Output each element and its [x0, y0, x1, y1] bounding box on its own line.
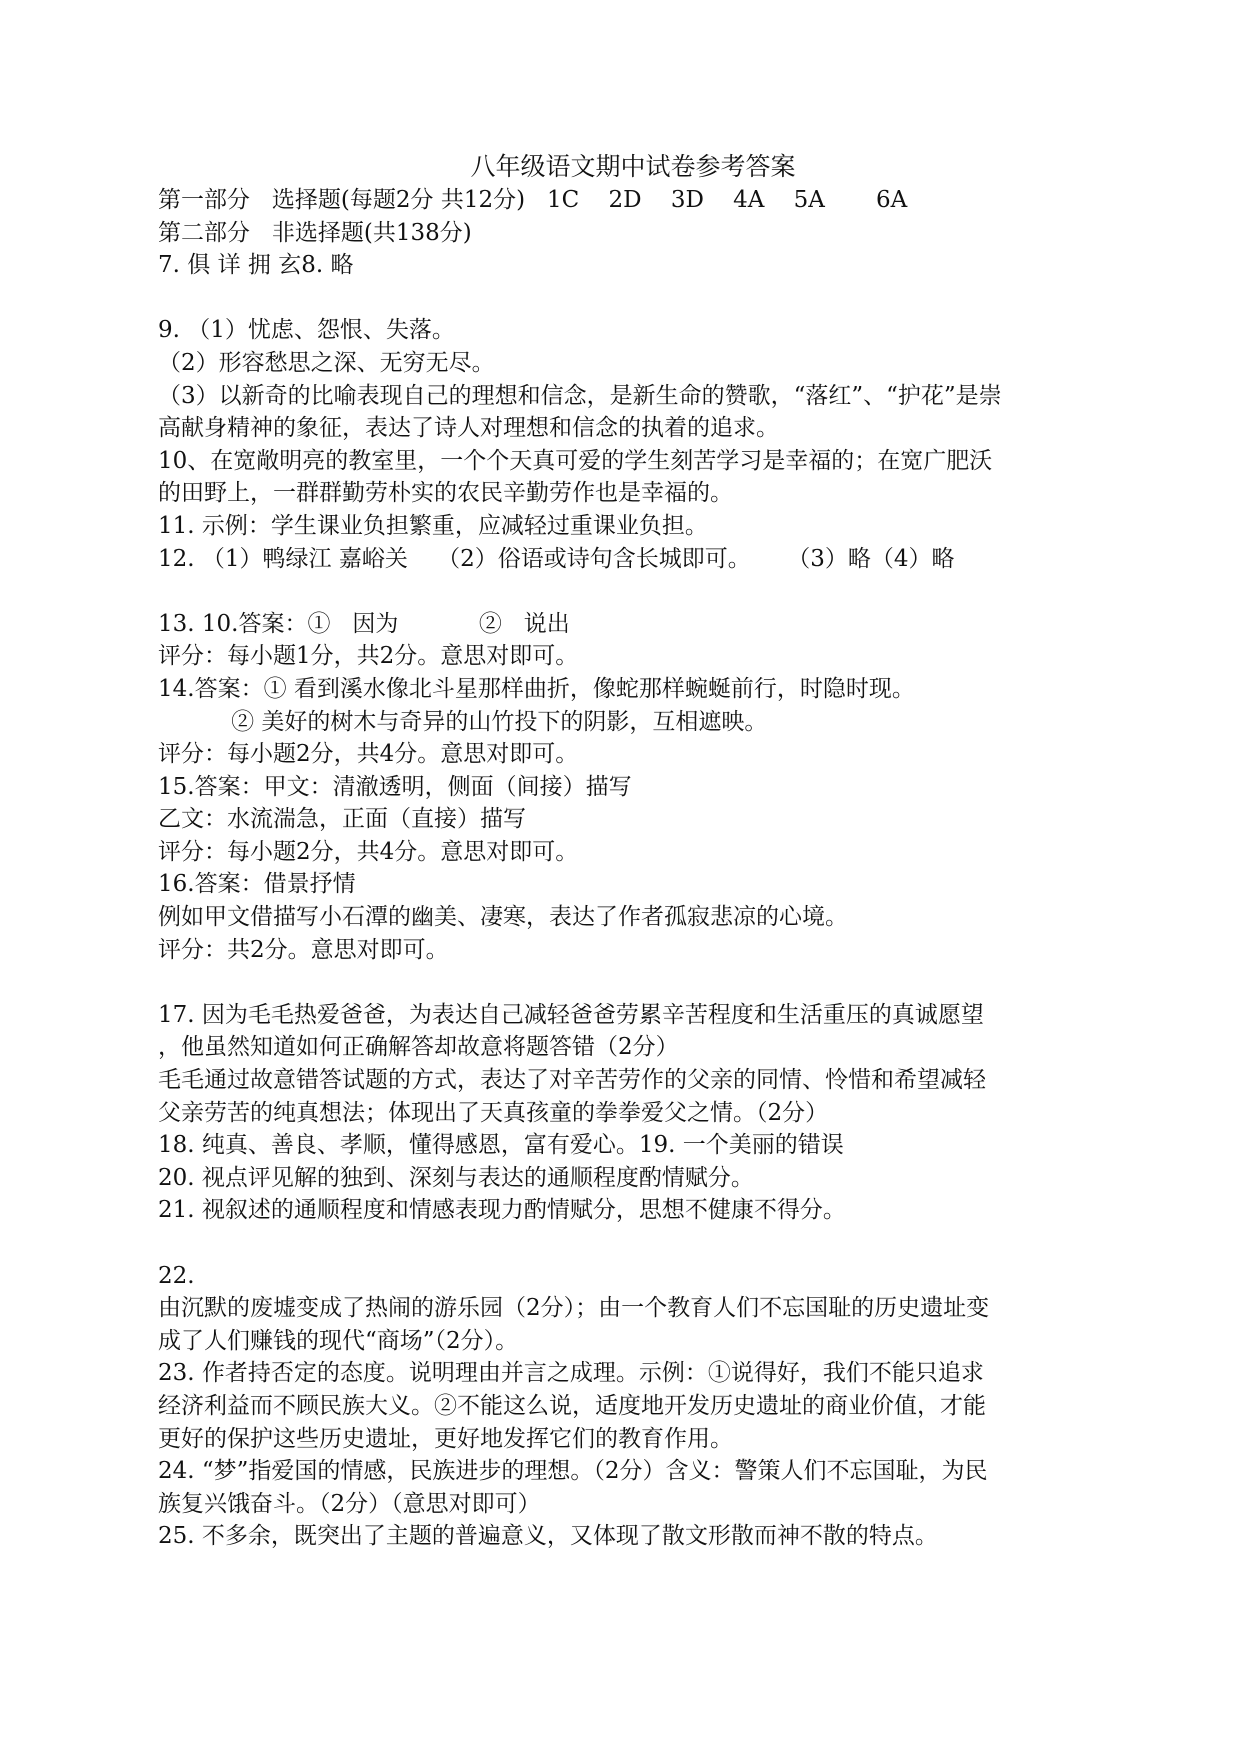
answer-line: 11. 示例：学生课业负担繁重，应减轻过重课业负担。: [158, 512, 708, 539]
answer-line: 评分：每小题2分，共4分。意思对即可。: [158, 741, 579, 768]
blank-line: [158, 1227, 1098, 1260]
answer-line: 12. （1）鸭绿江 嘉峪关 （2）俗语或诗句含长城即可。 （3）略（4）略: [158, 545, 955, 572]
answer-line: 的田野上，一群群勤劳朴实的农民辛勤劳作也是幸福的。: [158, 480, 733, 507]
answer-line: 7. 俱 详 拥 玄8. 略: [158, 252, 354, 279]
answer-line: 乙文：水流湍急，正面（直接）描写: [158, 806, 526, 833]
answer-line: 9. （1）忧虑、怨恨、失落。: [158, 317, 455, 344]
answer-line: 评分：共2分。意思对即可。: [158, 936, 449, 963]
answer-line: 第二部分 非选择题(共138分): [158, 219, 472, 246]
answer-line: ② 美好的树木与奇异的山竹投下的阴影，互相遮映。: [158, 708, 768, 735]
blank-line: [158, 575, 1098, 608]
page-title: 八年级语文期中试卷参考答案: [470, 152, 796, 181]
answer-lines: [158, 184, 1098, 1553]
answer-line: 高献身精神的象征，表达了诗人对理想和信念的执着的追求。: [158, 415, 779, 442]
answer-line: 评分：每小题2分，共4分。意思对即可。: [158, 838, 579, 865]
answer-line: 18. 纯真、善良、孝顺，懂得感恩，富有爱心。19. 一个美丽的错误: [158, 1132, 844, 1159]
answer-line: （3）以新奇的比喻表现自己的理想和信念，是新生命的赞歌，“落红”、“护花”是崇: [158, 382, 1002, 409]
answer-line: 更好的保护这些历史遗址，更好地发挥它们的教育作用。: [158, 1425, 733, 1452]
answer-line: 22.: [158, 1262, 195, 1289]
answer-line: 14.答案：① 看到溪水像北斗星那样曲折，像蛇那样蜿蜒前行，时隐时现。: [158, 675, 915, 702]
answer-line: 10、在宽敞明亮的教室里，一个个天真可爱的学生刻苦学习是幸福的；在宽广肥沃: [158, 447, 993, 474]
answer-line: 第一部分 选择题(每题2分 共12分) 1C 2D 3D 4A 5A 6A: [158, 187, 908, 213]
answer-line: 13. 10.答案：① 因为 ② 说出: [158, 610, 570, 637]
answer-line: 父亲劳苦的纯真想法；体现出了天真孩童的拳拳爱父之情。（2分）: [158, 1099, 829, 1126]
answer-line: 21. 视叙述的通顺程度和情感表现力酌情赋分，思想不健康不得分。: [158, 1197, 846, 1224]
answer-line: 族复兴饿奋斗。（2分）（意思对即可）: [158, 1490, 541, 1517]
answer-line: 16.答案：借景抒情: [158, 871, 356, 898]
answer-line: 经济利益而不顾民族大义。②不能这么说，适度地开发历史遗址的商业价值，才能: [158, 1392, 986, 1419]
answer-line: 成了人们赚钱的现代“商场”（2分）。: [158, 1327, 519, 1354]
answer-line: 23. 作者持否定的态度。说明理由并言之成理。示例：①说得好，我们不能只追求: [158, 1360, 984, 1387]
answer-line: 17. 因为毛毛热爱爸爸，为表达自己减轻爸爸劳累辛苦程度和生活重压的真诚愿望: [158, 1001, 984, 1028]
answer-line: 24. “梦”指爱国的情感，民族进步的理想。（2分）含义：警策人们不忘国耻，为民: [158, 1458, 988, 1485]
answer-sheet: [158, 150, 1098, 1553]
answer-line: 毛毛通过故意错答试题的方式，表达了对辛苦劳作的父亲的同情、怜惜和希望减轻: [158, 1067, 986, 1094]
answer-line: 15.答案：甲文：清澈透明，侧面（间接）描写: [158, 773, 632, 800]
answer-line: 评分：每小题1分，共2分。意思对即可。: [158, 643, 579, 670]
blank-line: [158, 966, 1098, 999]
answer-line: 例如甲文借描写小石潭的幽美、凄寒，表达了作者孤寂悲凉的心境。: [158, 904, 848, 931]
answer-line: 由沉默的废墟变成了热闹的游乐园（2分）；由一个教育人们不忘国耻的历史遗址变: [158, 1295, 990, 1322]
answer-line: 25. 不多余，既突出了主题的普遍意义，又体现了散文形散而神不散的特点。: [158, 1523, 938, 1550]
answer-line: ，他虽然知道如何正确解答却故意将题答错（2分）: [158, 1034, 679, 1061]
answer-line: 20. 视点评见解的独到、深刻与表达的通顺程度酌情赋分。: [158, 1164, 754, 1191]
answer-line: （2）形容愁思之深、无穷无尽。: [158, 349, 495, 376]
blank-line: [158, 282, 1098, 315]
